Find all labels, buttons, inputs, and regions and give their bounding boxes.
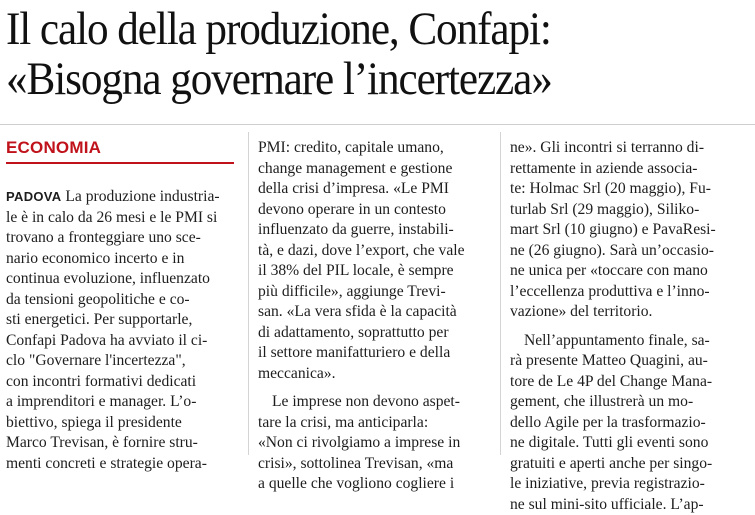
text-line: influenzato da guerre, instabili-	[258, 220, 493, 241]
text-line: sti energetici. Per supportarle,	[6, 310, 241, 331]
section-label: ECONOMIA	[6, 138, 101, 158]
text-line: da tensioni geopolitiche e co-	[6, 290, 241, 311]
text-line	[258, 392, 493, 413]
text-line: ne (26 giugno). Sarà un’occasio-	[510, 241, 745, 262]
text-line: vazione» del territorio.	[510, 302, 745, 323]
text-line: Marco Trevisan, è fornire stru-	[6, 433, 241, 454]
text-line: rà presente Matteo Quagini, au-	[510, 351, 745, 372]
text-line: le iniziative, previa registrazio-	[510, 474, 745, 495]
text-line: «Non ci rivolgiamo a imprese in	[258, 433, 493, 454]
text-line: di adattamento, soprattutto per	[258, 323, 493, 344]
text-line: ne sul mini-sito ufficiale. L’ap-	[510, 495, 745, 515]
text-line-content: Nell’appuntamento finale, sa-	[524, 332, 710, 349]
text-line: devono operare in un contesto	[258, 200, 493, 221]
text-line: mart Srl (10 giugno) e PavaResi-	[510, 220, 745, 241]
article-column-3	[510, 138, 745, 515]
text-line: ne unica per «toccare con mano	[510, 261, 745, 282]
text-line: della crisi d’impresa. «Le PMI	[258, 179, 493, 200]
text-line: san. «La vera sfida è la capacità	[258, 302, 493, 323]
text-line: dello Agile per la trasformazio-	[510, 413, 745, 434]
text-line	[510, 331, 745, 352]
article-column-2	[258, 138, 493, 495]
text-line: le è in calo da 26 mesi e le PMI si	[6, 208, 241, 229]
text-line: change management e gestione	[258, 159, 493, 180]
article-column-1	[6, 187, 241, 474]
paragraph-gap	[510, 323, 745, 331]
headline-rule	[0, 124, 755, 125]
section-rule	[6, 162, 234, 164]
headline	[6, 4, 691, 104]
text-line: biettivo, spiega il presidente	[6, 413, 241, 434]
text-line: ne». Gli incontri si terranno di-	[510, 138, 745, 159]
text-line: ne digitale. Tutti gli eventi sono	[510, 433, 745, 454]
paragraph-gap	[258, 384, 493, 392]
text-line-content: La produzione industria-	[62, 188, 220, 205]
text-line: Confapi Padova ha avviato il ci-	[6, 331, 241, 352]
text-line: meccanica».	[258, 364, 493, 385]
text-line: turlab Srl (29 maggio), Siliko-	[510, 200, 745, 221]
text-line: tore de Le 4P del Change Mana-	[510, 372, 745, 393]
text-line: rettamente in aziende associa-	[510, 159, 745, 180]
text-line: il 38% del PIL locale, è sempre	[258, 261, 493, 282]
text-line: il settore manifatturiero e della	[258, 343, 493, 364]
text-line: nario economico incerto e in	[6, 249, 241, 270]
text-line: gratuiti e aperti anche per singo-	[510, 454, 745, 475]
text-line: tare la crisi, ma anticiparla:	[258, 413, 493, 434]
text-line: PMI: credito, capitale umano,	[258, 138, 493, 159]
column-divider	[500, 132, 501, 455]
text-line: trovano a fronteggiare uno sce-	[6, 228, 241, 249]
text-line	[6, 187, 241, 208]
headline-line-2: «Bisogna governare l’incertezza»	[6, 54, 691, 104]
text-line: con incontri formativi dedicati	[6, 372, 241, 393]
text-line: menti concreti e strategie opera-	[6, 454, 241, 475]
headline-line-1: Il calo della produzione, Confapi:	[6, 4, 691, 54]
dateline: PADOVA	[6, 189, 62, 204]
text-line: te: Holmac Srl (20 maggio), Fu-	[510, 179, 745, 200]
text-line: a quelle che vogliono cogliere i	[258, 474, 493, 495]
text-line: gement, che illustrerà un mo-	[510, 392, 745, 413]
text-line: continua evoluzione, influenzato	[6, 269, 241, 290]
text-line: clo "Governare l'incertezza",	[6, 351, 241, 372]
column-divider	[248, 132, 249, 455]
text-line-content: Le imprese non devono aspet-	[272, 393, 460, 410]
text-line: tà, e dazi, dove l’export, che vale	[258, 241, 493, 262]
text-line: a imprenditori e manager. L’o-	[6, 392, 241, 413]
text-line: più difficile», aggiunge Trevi-	[258, 282, 493, 303]
text-line: crisi», sottolinea Trevisan, «ma	[258, 454, 493, 475]
text-line: l’eccellenza produttiva e l’inno-	[510, 282, 745, 303]
